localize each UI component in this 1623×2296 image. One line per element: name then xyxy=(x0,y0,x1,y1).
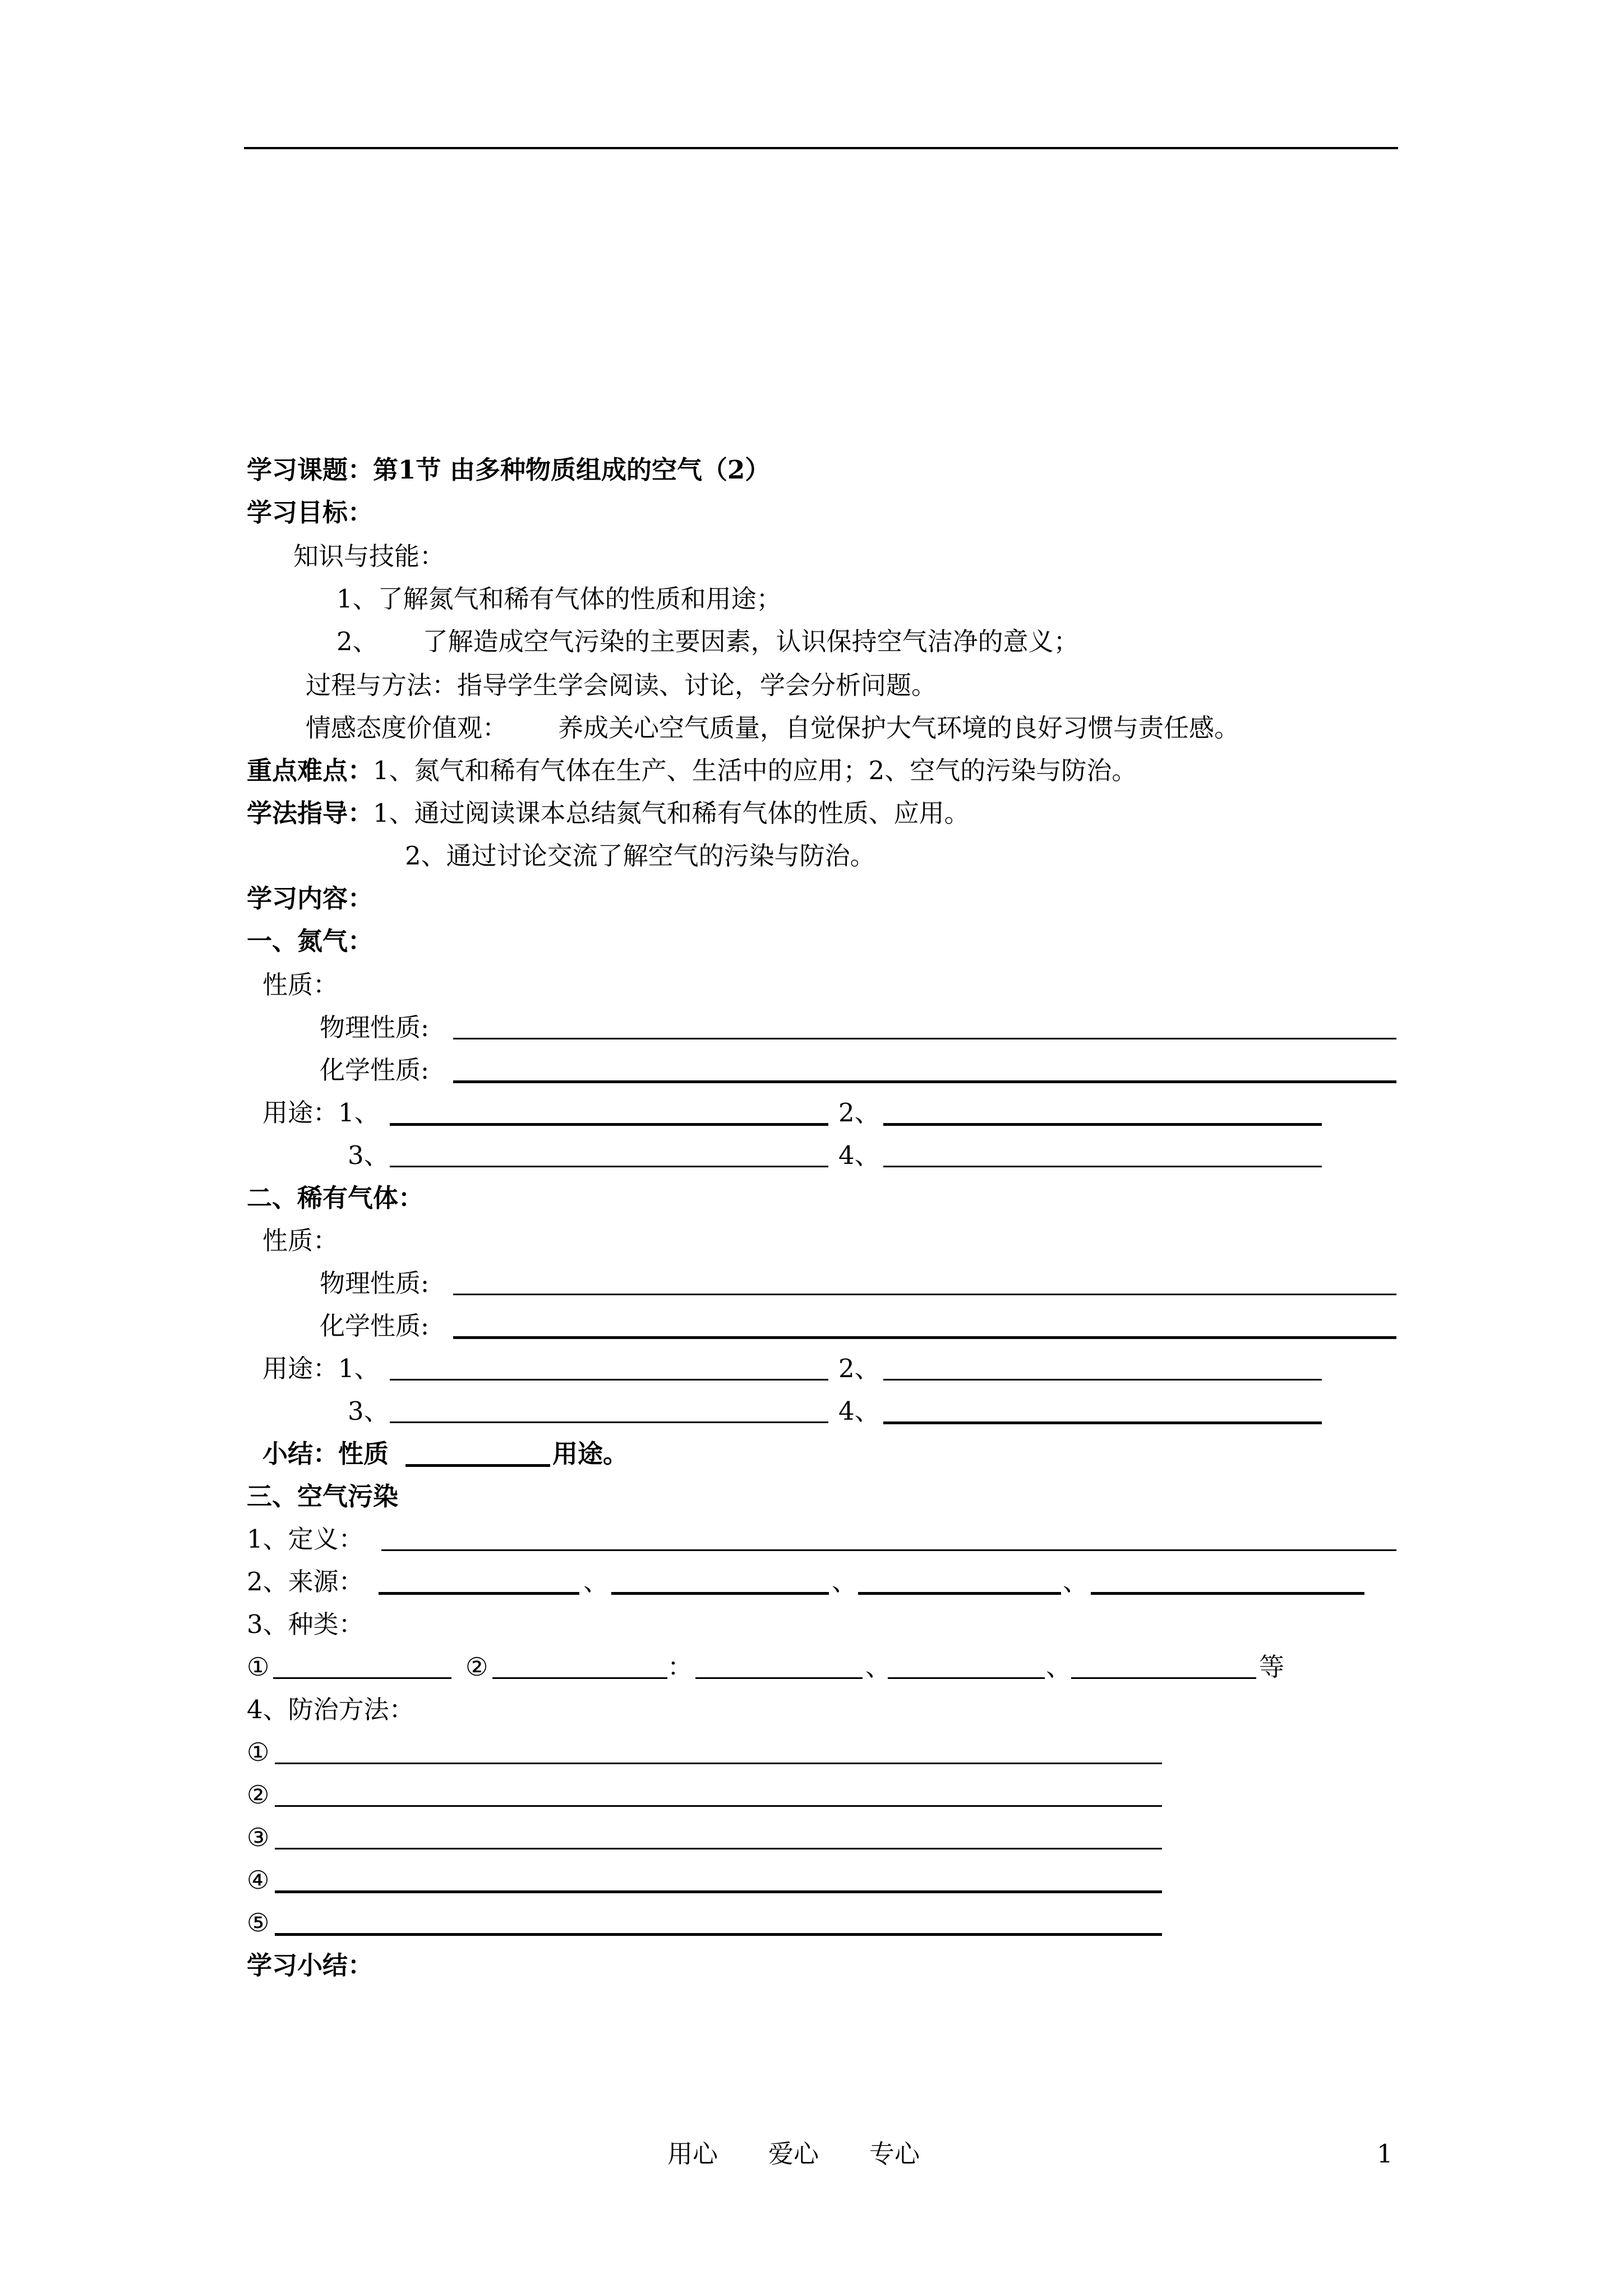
source-blank-2[interactable] xyxy=(611,1592,829,1595)
nitrogen-heading: 一、氮气： xyxy=(247,926,374,956)
emotion-label: 情感态度价值观： xyxy=(306,713,508,743)
title-text: 第1节 由多种物质组成的空气（2） xyxy=(373,455,771,485)
source-blank-3[interactable] xyxy=(858,1592,1061,1595)
prevention-blank-4[interactable] xyxy=(275,1890,1162,1893)
types-blank-4[interactable] xyxy=(888,1677,1045,1679)
noble-gas-properties-label: 性质： xyxy=(262,1226,339,1255)
nitrogen-chemical-blank[interactable] xyxy=(453,1080,1396,1083)
types-etc: 等 xyxy=(1259,1652,1285,1682)
noble-gas-physical-blank[interactable] xyxy=(453,1294,1396,1295)
types-colon: ： xyxy=(667,1652,693,1682)
pollution-heading: 三、空气污染 xyxy=(247,1481,399,1511)
source-blank-4[interactable] xyxy=(1091,1592,1364,1595)
process-method: 过程与方法：指导学生学会阅读、讨论，学会分析问题。 xyxy=(306,670,937,700)
key-points-text: 1、氮气和稀有气体在生产、生活中的应用；2、空气的污染与防治。 xyxy=(373,756,1137,785)
source-sep-1: 、 xyxy=(583,1567,609,1596)
nitrogen-use-3-label: 3、 xyxy=(348,1140,389,1170)
page-number: 1 xyxy=(1377,2139,1393,2169)
content-heading: 学习内容： xyxy=(247,884,374,913)
source-sep-2: 、 xyxy=(832,1567,857,1596)
study-summary: 学习小结： xyxy=(247,1950,374,1980)
nitrogen-physical-blank[interactable] xyxy=(453,1038,1396,1039)
lesson-title xyxy=(247,453,770,487)
noble-gas-physical-label: 物理性质: xyxy=(320,1268,430,1298)
header-rule xyxy=(244,147,1398,149)
noble-gas-use-4-blank[interactable] xyxy=(883,1421,1322,1424)
prevention-blank-5[interactable] xyxy=(275,1933,1162,1936)
nitrogen-use-2-blank[interactable] xyxy=(883,1123,1322,1126)
prevention-item-3: ③ xyxy=(247,1823,270,1852)
prevention-blank-2[interactable] xyxy=(275,1805,1162,1807)
types-circle-2: ② xyxy=(465,1652,488,1682)
objective-2-num: 2、 xyxy=(336,627,378,656)
prevention-item-5: ⑤ xyxy=(247,1908,270,1938)
definition-label: 1、定义： xyxy=(247,1524,364,1554)
nitrogen-use-2-label: 2、 xyxy=(838,1098,880,1128)
nitrogen-use-4-label: 4、 xyxy=(838,1140,880,1170)
objectives-heading: 学习目标： xyxy=(247,498,374,527)
summary-right: 用途。 xyxy=(552,1439,629,1469)
title-label: 学习课题： xyxy=(247,455,374,485)
objective-1: 1、了解氮气和稀有气体的性质和用途； xyxy=(336,584,782,614)
emotion-text: 养成关心空气质量，自觉保护大气环境的良好习惯与责任感。 xyxy=(558,713,1240,743)
prevention-label: 4、防治方法： xyxy=(247,1695,414,1724)
nitrogen-properties-label: 性质： xyxy=(262,970,339,1000)
noble-gas-use-1-blank[interactable] xyxy=(390,1379,828,1381)
emotion-line xyxy=(306,711,1239,745)
noble-gas-use-4-label: 4、 xyxy=(838,1396,880,1426)
source-sep-3: 、 xyxy=(1063,1567,1089,1596)
nitrogen-use-3-blank[interactable] xyxy=(390,1166,828,1167)
summary-left: 小结：性质 xyxy=(262,1439,389,1469)
noble-gas-uses-label: 用途：1、 xyxy=(262,1354,380,1383)
nitrogen-physical-label: 物理性质: xyxy=(320,1013,430,1042)
prevention-item-2: ② xyxy=(247,1780,270,1810)
summary-blank[interactable] xyxy=(405,1464,550,1467)
prevention-item-4: ④ xyxy=(247,1865,270,1895)
noble-gas-chemical-label: 化学性质: xyxy=(320,1311,430,1341)
key-points-label: 重点难点： xyxy=(247,756,374,785)
source-label: 2、来源： xyxy=(247,1567,364,1596)
knowledge-label: 知识与技能： xyxy=(293,541,445,571)
prevention-blank-3[interactable] xyxy=(275,1848,1162,1849)
types-sep-1: 、 xyxy=(865,1652,891,1682)
prevention-blank-1[interactable] xyxy=(275,1763,1162,1764)
objective-2 xyxy=(336,625,1079,659)
noble-gas-use-3-blank[interactable] xyxy=(390,1421,828,1423)
noble-gas-use-2-blank[interactable] xyxy=(883,1379,1322,1381)
nitrogen-uses-label: 用途：1、 xyxy=(262,1098,380,1128)
method-label: 学法指导： xyxy=(247,798,374,828)
types-blank-1[interactable] xyxy=(273,1677,451,1679)
source-blank-1[interactable] xyxy=(379,1592,579,1595)
prevention-item-1: ① xyxy=(247,1737,270,1767)
types-circle-1: ① xyxy=(247,1652,270,1682)
noble-gas-heading: 二、稀有气体： xyxy=(247,1183,424,1213)
footer-center: 用心 爱心 专心 xyxy=(667,2139,920,2169)
types-blank-2[interactable] xyxy=(492,1677,667,1679)
noble-gas-use-2-label: 2、 xyxy=(838,1354,880,1383)
method-1: 1、通过阅读课本总结氮气和稀有气体的性质、应用。 xyxy=(373,798,970,828)
objective-2-text: 了解造成空气污染的主要因素，认识保持空气洁净的意义； xyxy=(422,627,1079,656)
method-1-line xyxy=(247,797,970,830)
key-points xyxy=(247,754,1137,788)
definition-blank[interactable] xyxy=(381,1549,1396,1551)
types-label: 3、种类： xyxy=(247,1609,364,1639)
nitrogen-chemical-label: 化学性质: xyxy=(320,1055,430,1085)
nitrogen-use-4-blank[interactable] xyxy=(883,1166,1322,1167)
noble-gas-use-3-label: 3、 xyxy=(348,1396,389,1426)
types-sep-2: 、 xyxy=(1046,1652,1072,1682)
types-blank-5[interactable] xyxy=(1071,1677,1256,1679)
nitrogen-use-1-blank[interactable] xyxy=(390,1123,828,1126)
method-2: 2、通过讨论交流了解空气的污染与防治。 xyxy=(405,841,875,871)
types-blank-3[interactable] xyxy=(695,1677,863,1679)
noble-gas-chemical-blank[interactable] xyxy=(453,1336,1396,1339)
